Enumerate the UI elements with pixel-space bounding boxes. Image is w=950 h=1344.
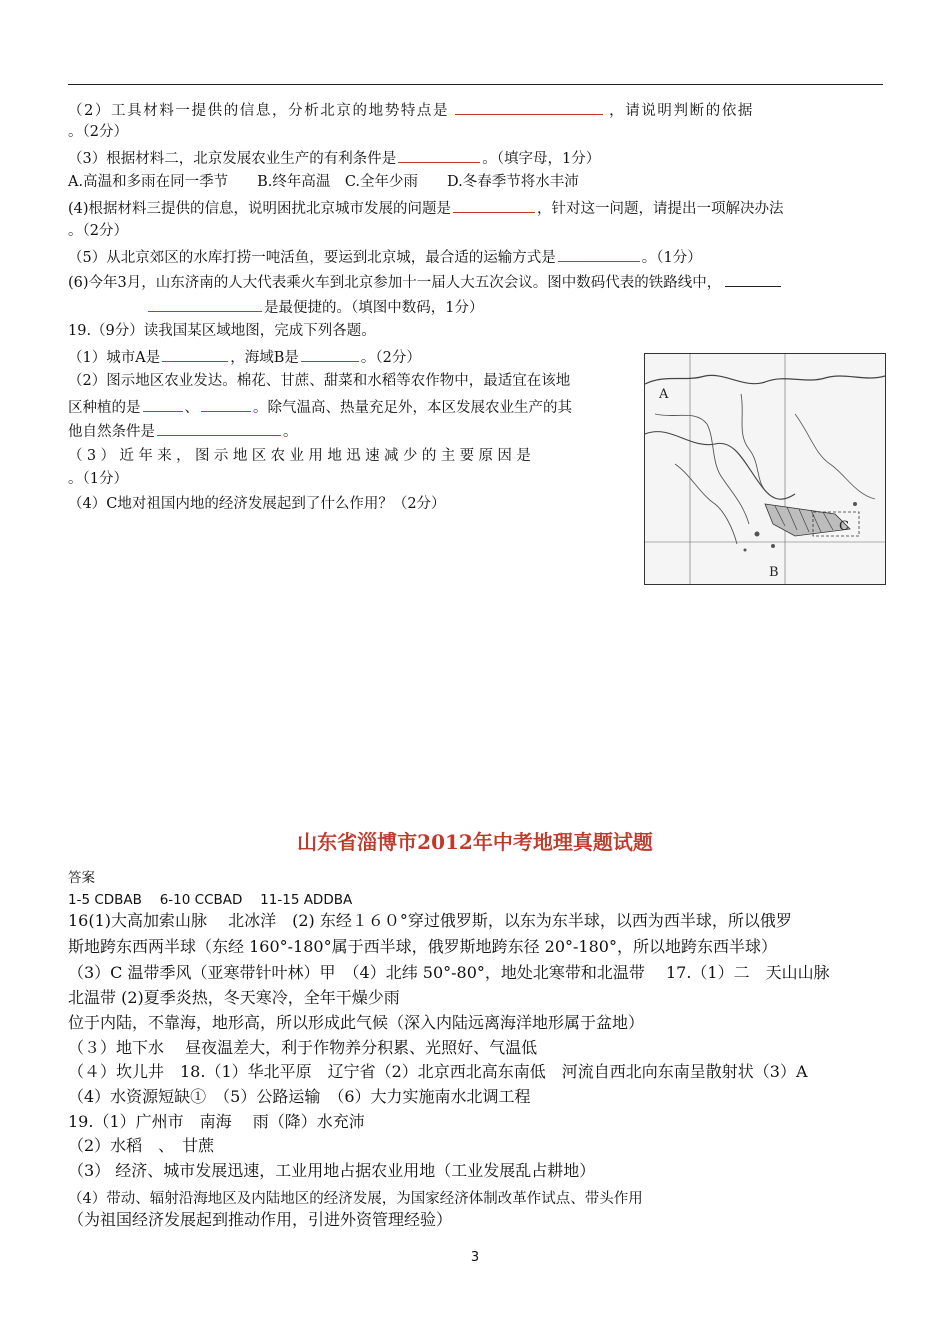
answer-line: （2）水稻 、 甘蔗 xyxy=(68,1136,215,1155)
page-number: 3 xyxy=(470,1250,480,1265)
question-6: (6)今年3月，山东济南的人大代表乘火车到北京参加十一届人大五次会议。图中数码代表的铁路线中， xyxy=(68,271,781,293)
answer-multiple-choice: 1-5 CDBAB 6-10 CCBAD 11-15 ADDBA xyxy=(68,892,353,908)
answer-line: 位于内陆，不靠海，地形高，所以形成此气候（深入内陆远离海洋地形属于盆地） xyxy=(68,1013,645,1032)
answer-blank[interactable] xyxy=(455,99,603,115)
answer-line: 19.（1）广州市 南海 雨（降）水充沛 xyxy=(68,1112,365,1131)
region-map xyxy=(644,353,886,585)
answer-blank[interactable] xyxy=(157,420,281,436)
question-4-score: 。（2分） xyxy=(68,223,128,239)
question-3-options: A.高温和多雨在同一季节 B.终年高温 C.全年少雨 D.冬春季节将水丰沛 xyxy=(68,174,579,190)
region-map-drawing xyxy=(645,354,885,584)
header-rule xyxy=(68,84,883,85)
answer-blank[interactable] xyxy=(148,296,262,312)
answer-blank[interactable] xyxy=(143,396,183,412)
answer-blank[interactable] xyxy=(725,271,781,287)
answer-blank[interactable] xyxy=(201,396,251,412)
question-4: (4)根据材料三提供的信息，说明困扰北京城市发展的问题是 ，针对这一问题，请提出一项解决办法 xyxy=(68,197,784,219)
answer-line: （３）地下水 昼夜温差大，利于作物养分积累、光照好、气温低 xyxy=(68,1038,538,1057)
map-label-c: C xyxy=(839,519,849,534)
question-5: （5）从北京郊区的水库打捞一吨活鱼，要运到北京城，最合适的运输方式是 。（1分） xyxy=(68,246,702,268)
answer-heading: 答案 xyxy=(68,870,95,886)
question-19-1: （1）城市A是 ，海域B是 。（2分） xyxy=(68,346,421,368)
question-6-cont: 是最便捷的。（填图中数码，1分） xyxy=(68,296,483,318)
question-2-score: 。（2分） xyxy=(68,124,128,140)
answer-line: 斯地跨东西两半球（东经 160°-180°属于西半球，俄罗斯地跨东径 20°-180°，所以地跨东西半球） xyxy=(68,937,777,956)
answer-blank[interactable] xyxy=(162,346,228,362)
answer-line: （为祖国经济发展起到推动作用，引进外资管理经验） xyxy=(68,1210,453,1229)
answer-line: （4）水资源短缺① （5）公路运输 （6）大力实施南水北调工程 xyxy=(68,1087,531,1106)
answer-blank[interactable] xyxy=(453,197,535,213)
question-3: （3）根据材料二，北京发展农业生产的有利条件是 。（填字母，1分） xyxy=(68,147,600,169)
question-19-3: （3）近年来，图示地区农业用地迅速减少的主要原因是 xyxy=(68,448,536,464)
map-label-a: A xyxy=(659,387,669,402)
answer-line: 16(1)大高加索山脉 北冰洋 (2) 东经１６０°穿过俄罗斯，以东为东半球，以西为西半球，所以俄罗 xyxy=(68,911,792,930)
answer-line-small: （4）带动、辐射沿海地区及内陆地区的经济发展，为国家经济体制改革作试点、带头作用 xyxy=(68,1191,643,1207)
question-19-2: （2）图示地区农业发达。棉花、甘蔗、甜菜和水稻等农作物中，最适宜在该地 xyxy=(68,373,571,389)
question-19-3-score: 。（1分） xyxy=(68,471,128,487)
answer-blank[interactable] xyxy=(301,346,359,362)
answer-blank[interactable] xyxy=(398,147,480,163)
answer-line: （3） 经济、城市发展迅速，工业用地占据农业用地（工业发展乱占耕地） xyxy=(68,1161,596,1180)
answer-section-title: 山东省淄博市2012年中考地理真题试题 xyxy=(297,830,653,854)
question-2: （2）工具材料一提供的信息，分析北京的地势特点是 ，请说明判断的依据 xyxy=(68,99,754,121)
question-19: 19.（9分）读我国某区域地图，完成下列各题。 xyxy=(68,323,376,339)
question-19-2-tail: 他自然条件是 。 xyxy=(68,420,298,442)
answer-blank[interactable] xyxy=(558,246,640,262)
answer-line: 北温带 (2)夏季炎热，冬天寒冷，全年干燥少雨 xyxy=(68,988,400,1007)
map-label-b: B xyxy=(769,565,779,580)
answer-line: （４）坎儿井 18.（1）华北平原 辽宁省（2）北京西北高东南低 河流自西北向东南呈散射状（3）A xyxy=(68,1062,808,1081)
answer-line: （3）C 温带季风（亚寒带针叶林）甲 （4）北纬 50°-80°，地处北寒带和北温带 17.（1）二 天山山脉 xyxy=(68,963,830,982)
question-19-2-cont: 区种植的是 、 。除气温高、热量充足外，本区发展农业生产的其 xyxy=(68,396,572,418)
question-19-4: （4）C地对祖国内地的经济发展起到了什么作用？（2分） xyxy=(68,496,446,512)
